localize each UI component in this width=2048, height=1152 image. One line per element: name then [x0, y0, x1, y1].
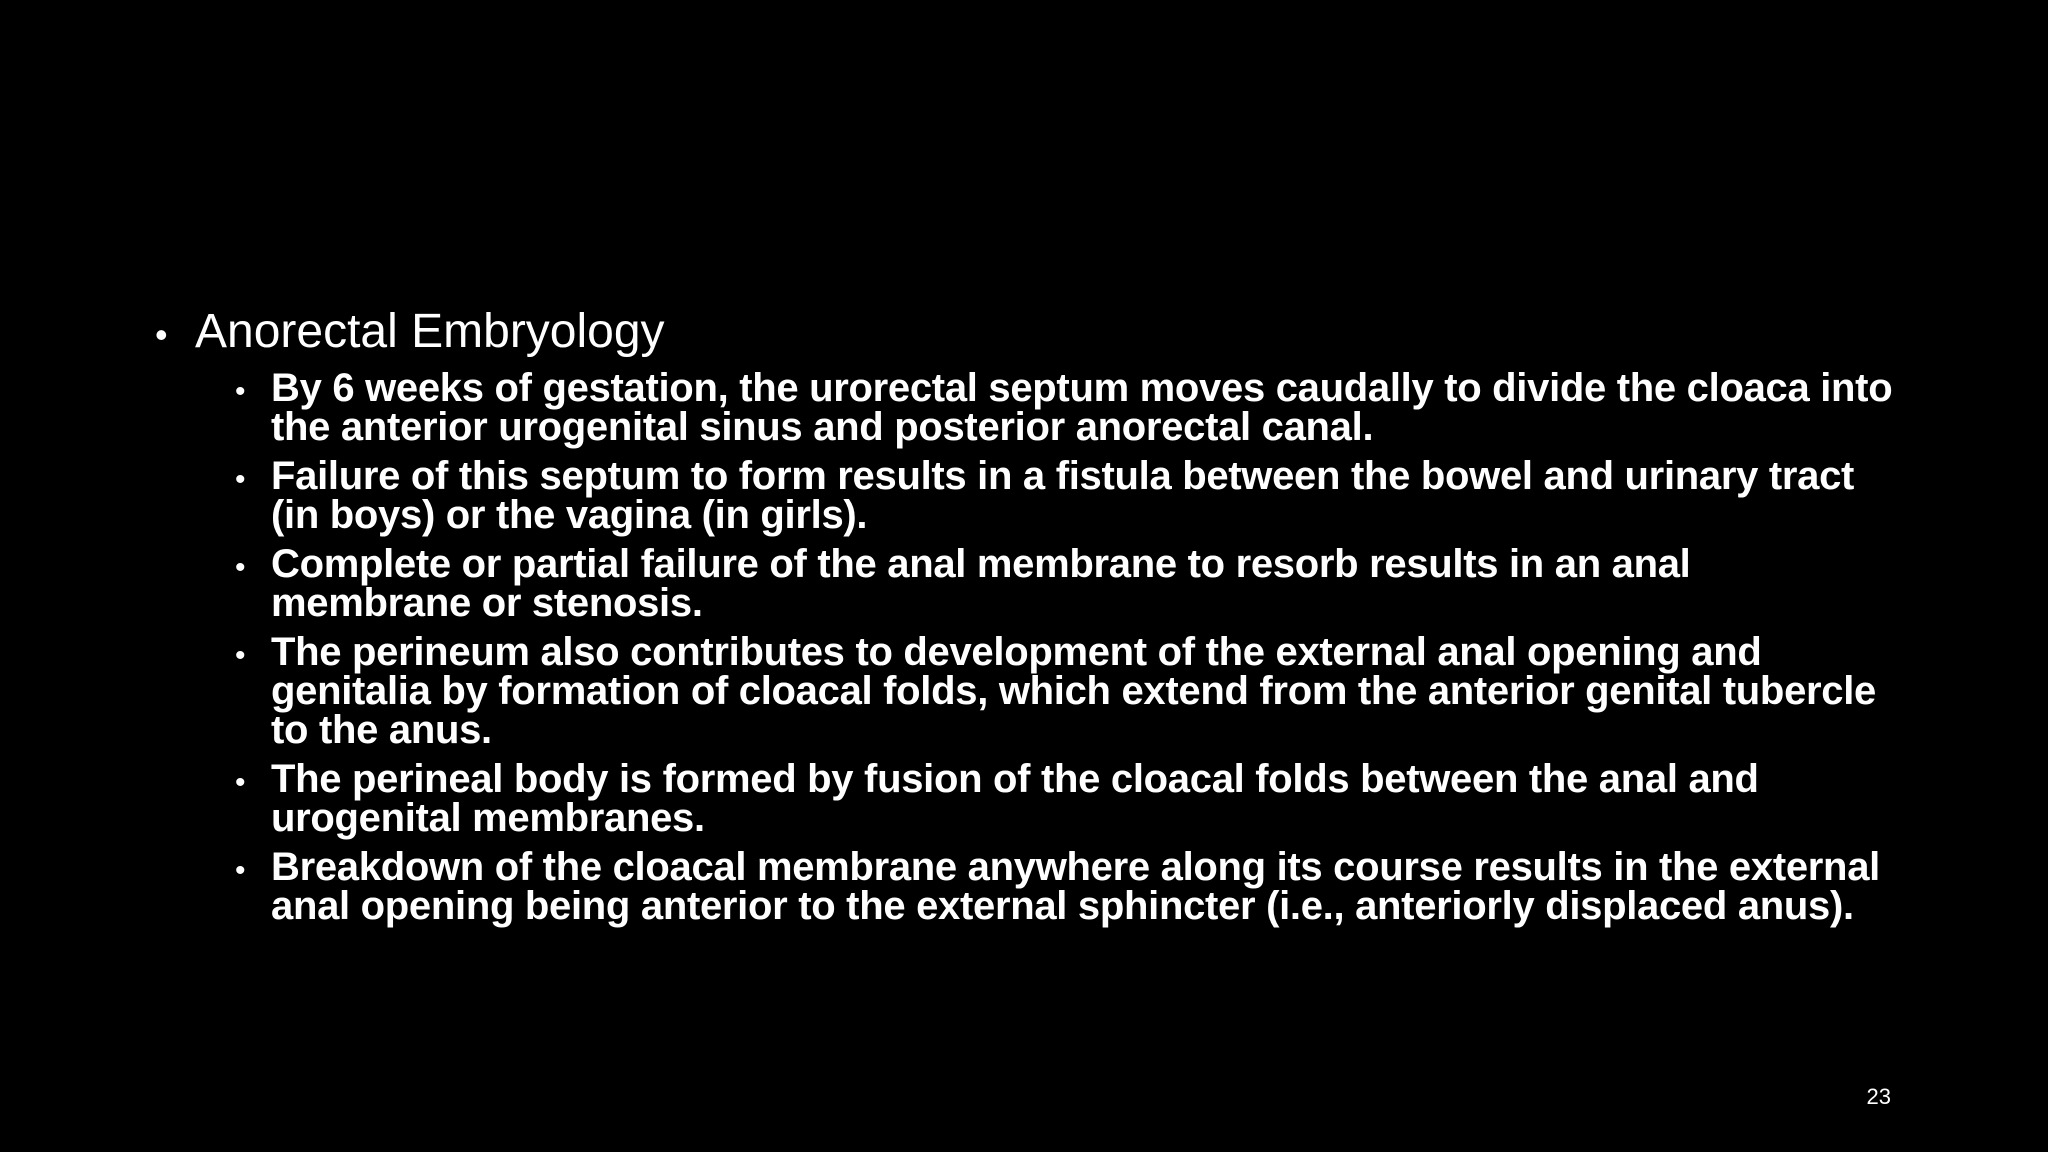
bullet-icon: • [235, 639, 246, 672]
list-item [235, 845, 1895, 928]
bullet-text: Complete or partial failure of the anal membrane to resorb results in an anal membrane or stenosis. [271, 542, 1691, 625]
page-number: 23 [1866, 1084, 1891, 1109]
list-item [235, 630, 1895, 752]
bullet-text: By 6 weeks of gestation, the urorectal septum moves caudally to divide the cloaca into the anterior urogenital sinus and posterior anorectal canal. [271, 366, 1893, 449]
bullet-list [155, 366, 1895, 928]
bullet-text: The perineum also contributes to development of the external anal opening and genitalia by formation of cloacal folds, which extend from the anterior genital tubercle to the anus. [271, 630, 1876, 752]
heading-item [155, 300, 1895, 367]
bullet-icon: • [235, 463, 246, 496]
bullet-text: The perineal body is formed by fusion of the cloacal folds between the anal and urogenital membranes. [271, 757, 1759, 840]
bullet-icon: • [235, 854, 246, 887]
list-item [235, 454, 1895, 537]
bullet-text: Breakdown of the cloacal membrane anywhere along its course results in the external anal opening being anterior to the external sphincter (i.e., anteriorly displaced anus). [271, 845, 1880, 928]
bullet-icon: • [235, 551, 246, 584]
list-item [235, 366, 1895, 449]
bullet-icon: • [235, 375, 246, 408]
bullet-text: Failure of this septum to form results in a fistula between the bowel and urinary tract (in boys) or the vagina (in girls). [271, 454, 1855, 537]
slide-heading: Anorectal Embryology [195, 305, 665, 358]
list-item [235, 542, 1895, 625]
slide-content [155, 300, 1895, 936]
bullet-icon: • [235, 766, 246, 799]
bullet-icon: • [155, 314, 168, 355]
list-item [235, 757, 1895, 840]
